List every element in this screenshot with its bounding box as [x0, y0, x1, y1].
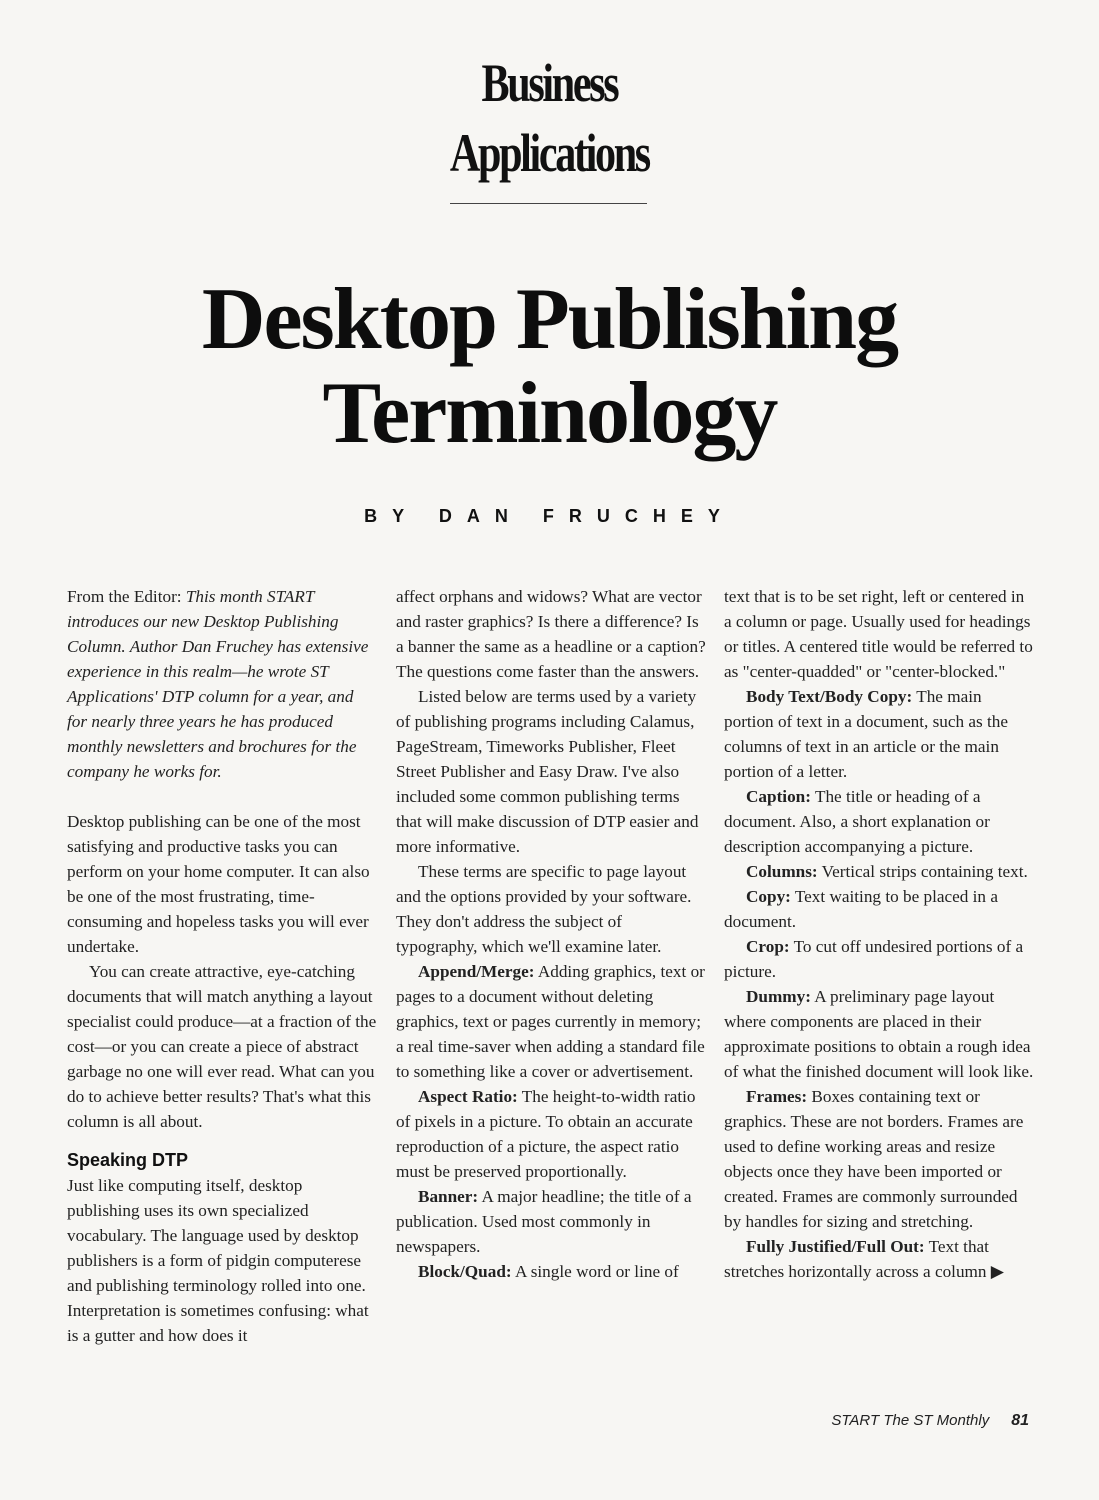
glossary-entry: [724, 859, 1034, 884]
editor-note-lead: From the Editor:: [67, 587, 186, 606]
page-number: 81: [1011, 1412, 1029, 1429]
publication-name: START The ST Monthly: [831, 1412, 990, 1429]
column-3: [724, 584, 1034, 1284]
glossary-entry: [724, 934, 1034, 984]
glossary-term: Block/Quad:: [418, 1262, 512, 1281]
glossary-entry: [396, 1184, 706, 1259]
glossary-definition: A single word or line of: [511, 1262, 679, 1281]
glossary-entry: [724, 984, 1034, 1084]
glossary-term: Banner:: [418, 1187, 479, 1206]
glossary-entry: [724, 784, 1034, 859]
paragraph: These terms are specific to page layout and the options provided by your software. They don't address the subject of typography, which we'll examine later.: [396, 862, 692, 956]
editor-note: [67, 584, 377, 784]
glossary-term: Copy:: [746, 887, 791, 906]
glossary-term: Fully Justified/Full Out:: [746, 1237, 925, 1256]
section-divider: [450, 203, 647, 204]
glossary-entry: [724, 884, 1034, 934]
glossary-entry: [724, 684, 1034, 784]
glossary-term: Dummy:: [746, 987, 811, 1006]
section-label-line2: Applications: [449, 123, 649, 183]
glossary-definition: A major headline; the title of a publication. Used most commonly in newspapers.: [396, 1187, 692, 1256]
glossary-term: Caption:: [746, 787, 811, 806]
paragraph: You can create attractive, eye-catching documents that will match anything a layout specialist could produce—at a fraction of the cost—or you can create a piece of abstract garbage no one will ever read. What can you do to achieve better results? That's what this column is all about.: [67, 962, 377, 1131]
article-title-line2: Terminology: [322, 365, 777, 462]
glossary-definition: Text that stretches horizontally across a column ▶: [724, 1237, 1005, 1281]
glossary-entry: [724, 1084, 1034, 1234]
editor-note-text: This month START introduces our new Desktop Publishing Column. Author Dan Fruchey has extensive experience in this realm—he wrote ST Applications' DTP column for a year, and for nearly three years he has produced monthly newsletters and brochures for the company he works for.: [67, 587, 369, 781]
glossary-term: Columns:: [746, 862, 818, 881]
glossary-definition: To cut off undesired portions of a picture.: [724, 937, 1024, 981]
subheading: Speaking DTP: [67, 1150, 189, 1170]
paragraph: text that is to be set right, left or centered in a column or page. Usually used for headings or titles. A centered title would be referred to as "center-quadded" or "center-blocked.": [724, 587, 1033, 681]
glossary-entry: [724, 1234, 1034, 1284]
section-label-line1: Business: [481, 53, 618, 113]
glossary-definition: The height-to-width ratio of pixels in a picture. To obtain an accurate reproduction of a picture, the aspect ratio must be preserved proportionally.: [396, 1087, 696, 1181]
glossary-definition: Vertical strips containing text.: [817, 862, 1028, 881]
glossary-definition: The title or heading of a document. Also, a short explanation or description accompanying a picture.: [724, 787, 990, 856]
glossary-entry: [396, 1084, 706, 1184]
glossary-definition: Adding graphics, text or pages to a document without deleting graphics, text or pages currently in memory; a real time-saver when adding a standard file to something like a cover or advertisement.: [396, 962, 705, 1081]
glossary-term: Frames:: [746, 1087, 808, 1106]
glossary-definition: Text waiting to be placed in a document.: [724, 887, 998, 931]
glossary-entry: [396, 959, 706, 1084]
paragraph: Desktop publishing can be one of the most satisfying and productive tasks you can perform on your home computer. It can also be one of the most frustrating, time-consuming and hopeless tasks you will ever undertake.: [67, 812, 370, 956]
column-1: [67, 584, 377, 1348]
article-title-line1: Desktop Publishing: [201, 271, 898, 368]
glossary-term: Aspect Ratio:: [418, 1087, 518, 1106]
glossary-entry: [396, 1259, 706, 1284]
column-2: [396, 584, 706, 1284]
byline: BY DAN FRUCHEY: [364, 506, 735, 526]
glossary-definition: A preliminary page layout where components are placed in their approximate positions to obtain a rough idea of what the finished document will look like.: [724, 987, 1034, 1081]
glossary-definition: Boxes containing text or graphics. These are not borders. Frames are used to define working areas and resize objects once they have been imported or created. Frames are commonly surrounded by handles for sizing and stretching.: [724, 1087, 1024, 1231]
glossary-term: Body Text/Body Copy:: [746, 687, 913, 706]
glossary-term: Append/Merge:: [418, 962, 535, 981]
paragraph: affect orphans and widows? What are vector and raster graphics? Is there a difference? Is a banner the same as a headline or a caption? The questions come faster than the answers.: [396, 587, 706, 681]
paragraph: Listed below are terms used by a variety of publishing programs including Calamus, PageStream, Timeworks Publisher, Fleet Street Publisher and Easy Draw. I've also included some common publishing terms that will make discussion of DTP easier and more informative.: [396, 687, 699, 856]
page-footer: [831, 1412, 1029, 1430]
paragraph: Just like computing itself, desktop publishing uses its own specialized vocabulary. The language used by desktop publishers is a form of pidgin computerese and publishing terminology rolled into one. Interpretation is sometimes confusing: what is a gutter and how does it: [67, 1176, 369, 1345]
glossary-term: Crop:: [746, 937, 790, 956]
glossary-definition: The main portion of text in a document, such as the columns of text in an article or the main portion of a letter.: [724, 687, 1009, 781]
